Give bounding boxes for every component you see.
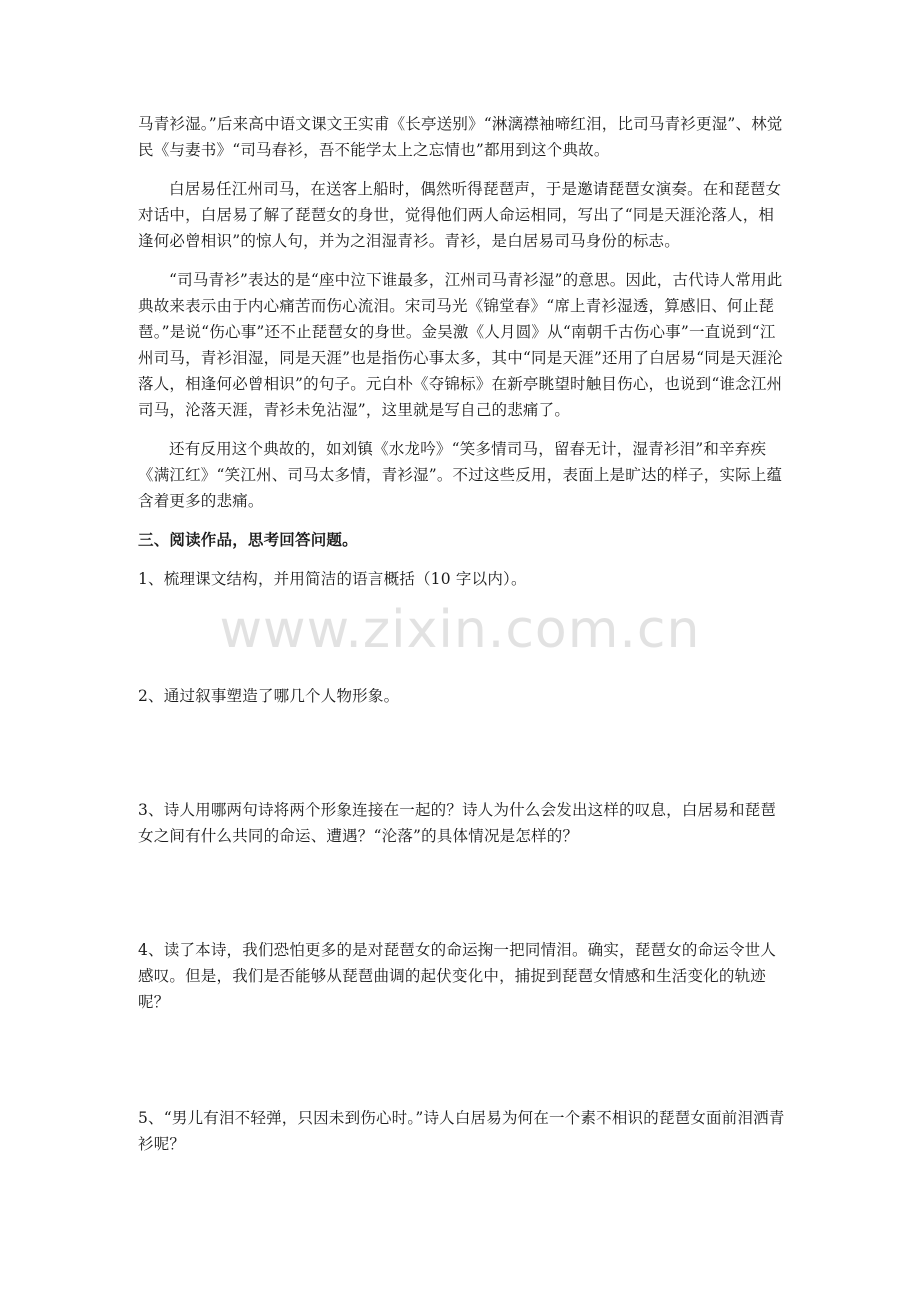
paragraph-reverse-usage: 还有反用这个典故的，如刘镇《水龙吟》“笑多情司马，留春无计，湿青衫泪”和辛弃疾《满江红》“笑江州、司马太多情，青衫湿”。不过这些反用，表面上是旷达的样子，实际上蕴含着更多的悲痛。	[138, 440, 783, 510]
question-5: 5、“男儿有泪不轻弹，只因未到伤心时。”诗人白居易为何在一个素不相识的琵琶女面前泪洒青衫呢？	[138, 1109, 785, 1153]
question-2: 2、通过叙事塑造了哪几个人物形象。	[138, 687, 400, 705]
paragraph-continuation: 马青衫湿。”后来高中语文课文王实甫《长亭送别》“淋漓襟袖啼红泪，比司马青衫更湿”、林觉民《与妻书》“司马春衫，吾不能学太上之忘情也”都用到这个典故。	[138, 115, 783, 159]
section-heading: 三、阅读作品，思考回答问题。	[138, 530, 358, 549]
question-1: 1、梳理课文结构，并用简洁的语言概括（10 字以内）。	[138, 570, 527, 588]
watermark: www.zixin.com.cn	[219, 600, 701, 660]
paragraph-sima-qingshan: “司马青衫”表达的是“座中泣下谁最多，江州司马青衫湿”的意思。因此，古代诗人常用此典故来表示由于内心痛苦而伤心流泪。宋司马光《锦堂春》“席上青衫湿透，算感旧、何止琵琶。”是说“伤心事”还不止琵琶女的身世。金吴激《人月圆》从“南朝千古伤心事”一直说到“江州司马，青衫泪湿，同是天涯”也是指伤心事太多，其中“同是天涯”还用了白居易“同是天涯沦落人，相逢何必曾相识”的句子。元白朴《夺锦标》在新亭眺望时触目伤心，也说到“谁念江州司马，沦落天涯，青衫未免沾湿”，这里就是写自己的悲痛了。	[138, 271, 783, 419]
question-4: 4、读了本诗，我们恐怕更多的是对琵琶女的命运掬一把同情泪。确实，琵琶女的命运令世人感叹。但是，我们是否能够从琵琶曲调的起伏变化中，捕捉到琵琶女情感和生活变化的轨迹呢？	[138, 941, 777, 1011]
question-3: 3、诗人用哪两句诗将两个形象连接在一起的？诗人为什么会发出这样的叹息，白居易和琵琶女之间有什么共同的命运、遭遇？“沦落”的具体情况是怎样的？	[138, 801, 777, 845]
paragraph-bai-juyi: 白居易任江州司马，在送客上船时，偶然听得琵琶声，于是邀请琵琶女演奏。在和琵琶女对话中，白居易了解了琵琶女的身世，觉得他们两人命运相同，写出了“同是天涯沦落人，相逢何必曾相识”的惊人句，并为之泪湿青衫。青衫，是白居易司马身份的标志。	[138, 180, 782, 250]
